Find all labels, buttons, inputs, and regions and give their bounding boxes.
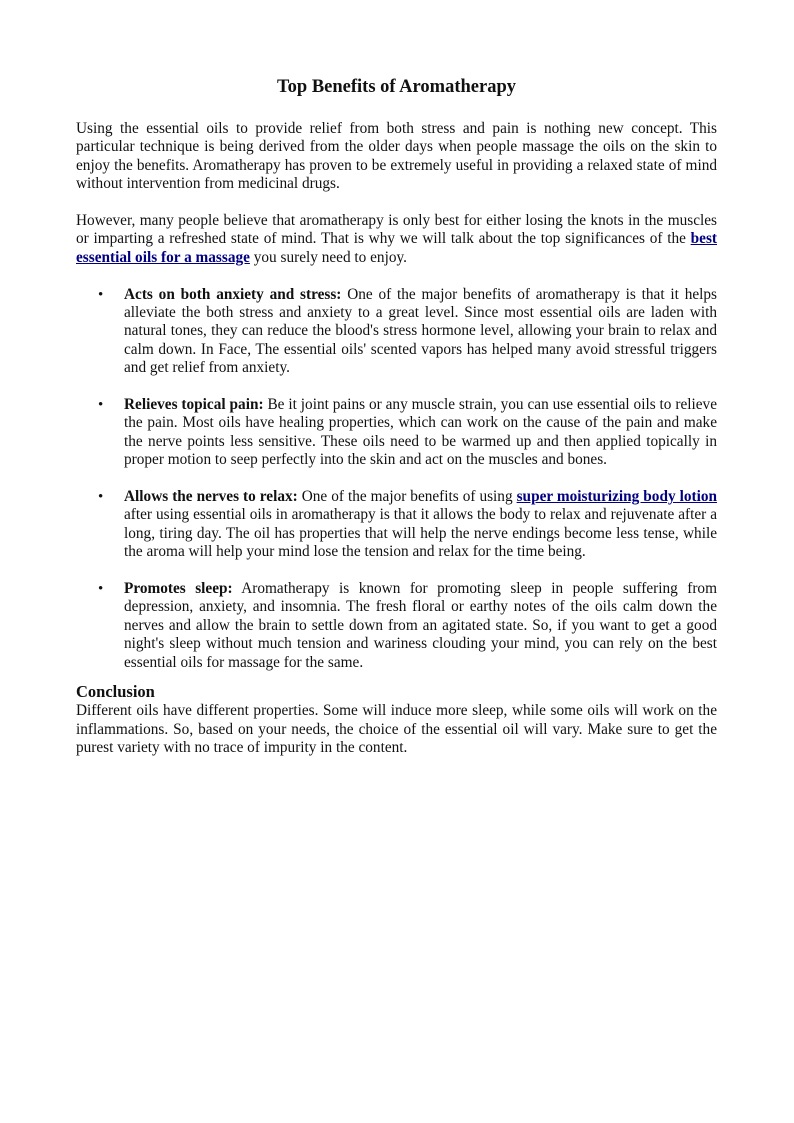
second-paragraph-text-before: However, many people believe that aromatherapy is only best for either losing the knots in the muscles or imparting a refreshed state of mind. That is why we will talk about the top significances of the: [76, 212, 717, 248]
conclusion-paragraph: Different oils have different properties. Some will induce more sleep, while some oils will work on the inflammations. So, based on your needs, the choice of the essential oil will vary. Make sure to get the purest variety with no trace of impurity in the content.: [76, 702, 717, 756]
best-essential-oils-link[interactable]: best essential oils for a massage: [76, 230, 717, 266]
benefit-text: One of the major benefits of aromatherapy is that it helps alleviate the both stress and anxiety to a great level. Since most essential oils are laden with natural tones, they can reduce the blood's stress hormone level, allowing your brain to relax and calm down. In Face, The essential oils' scented vapors has helped many avoid stressful triggers and get relief from anxiety.: [124, 285, 717, 377]
second-paragraph: [76, 212, 717, 267]
second-paragraph-text-after: you surely need to enjoy.: [249, 248, 407, 266]
benefit-text-before: One of the major benefits of using: [297, 488, 517, 506]
benefit-text: Be it joint pains or any muscle strain, you can use essential oils to relieve the pain. Most oils have healing properties, which can work on the cause of the pain and make the nerve points less sensitive. These oils need to be warmed up and then applied topically in proper motion to seep perfectly into the skin and act on the muscles and bones.: [124, 396, 717, 469]
body-lotion-link[interactable]: super moisturizing body lotion: [516, 488, 718, 506]
benefit-lead: Acts on both anxiety and stress:: [124, 285, 342, 303]
benefit-item-nerves-relax: [76, 488, 717, 562]
bullet-icon: •: [98, 489, 104, 506]
intro-paragraph: Using the essential oils to provide relief from both stress and pain is nothing new concept. This particular technique is being derived from the older days when people massage the oils on the skin to enjoy the benefits. Aromatherapy has proven to be extremely useful in providing a relaxed state of mind without intervention from medicinal drugs.: [76, 120, 717, 193]
document-title: Top Benefits of Aromatherapy: [277, 77, 516, 97]
benefit-lead: Relieves topical pain:: [124, 396, 264, 414]
bullet-icon: •: [98, 581, 104, 598]
bullet-icon: •: [98, 397, 104, 414]
benefit-item-topical-pain: [76, 396, 717, 470]
benefit-text: Aromatherapy is known for promoting sleep in people suffering from depression, anxiety, and insomnia. The fresh floral or earthy notes of the oils calm down the nerves and allow the brain to settle down from an agitated state. So, if you want to get a good night's sleep without much tension and wariness clouding your mind, you can rely on the best essential oils for massage for the same.: [124, 580, 717, 671]
benefit-item-anxiety-stress: [76, 286, 717, 378]
benefit-item-promotes-sleep: [76, 580, 717, 672]
document-page: [76, 74, 717, 757]
benefit-lead: Allows the nerves to relax:: [124, 488, 298, 506]
benefits-list: [76, 286, 717, 672]
benefit-lead: Promotes sleep:: [124, 580, 233, 598]
bullet-icon: •: [98, 286, 104, 303]
conclusion-heading: Conclusion: [76, 682, 155, 702]
benefit-text-after: after using essential oils in aromatherapy is that it allows the body to relax and rejuvenate after a long, tiring day. The oil has properties that will help the nerve endings become less tense, while the aroma will help your mind lose the tension and relax for the time being.: [124, 506, 717, 561]
